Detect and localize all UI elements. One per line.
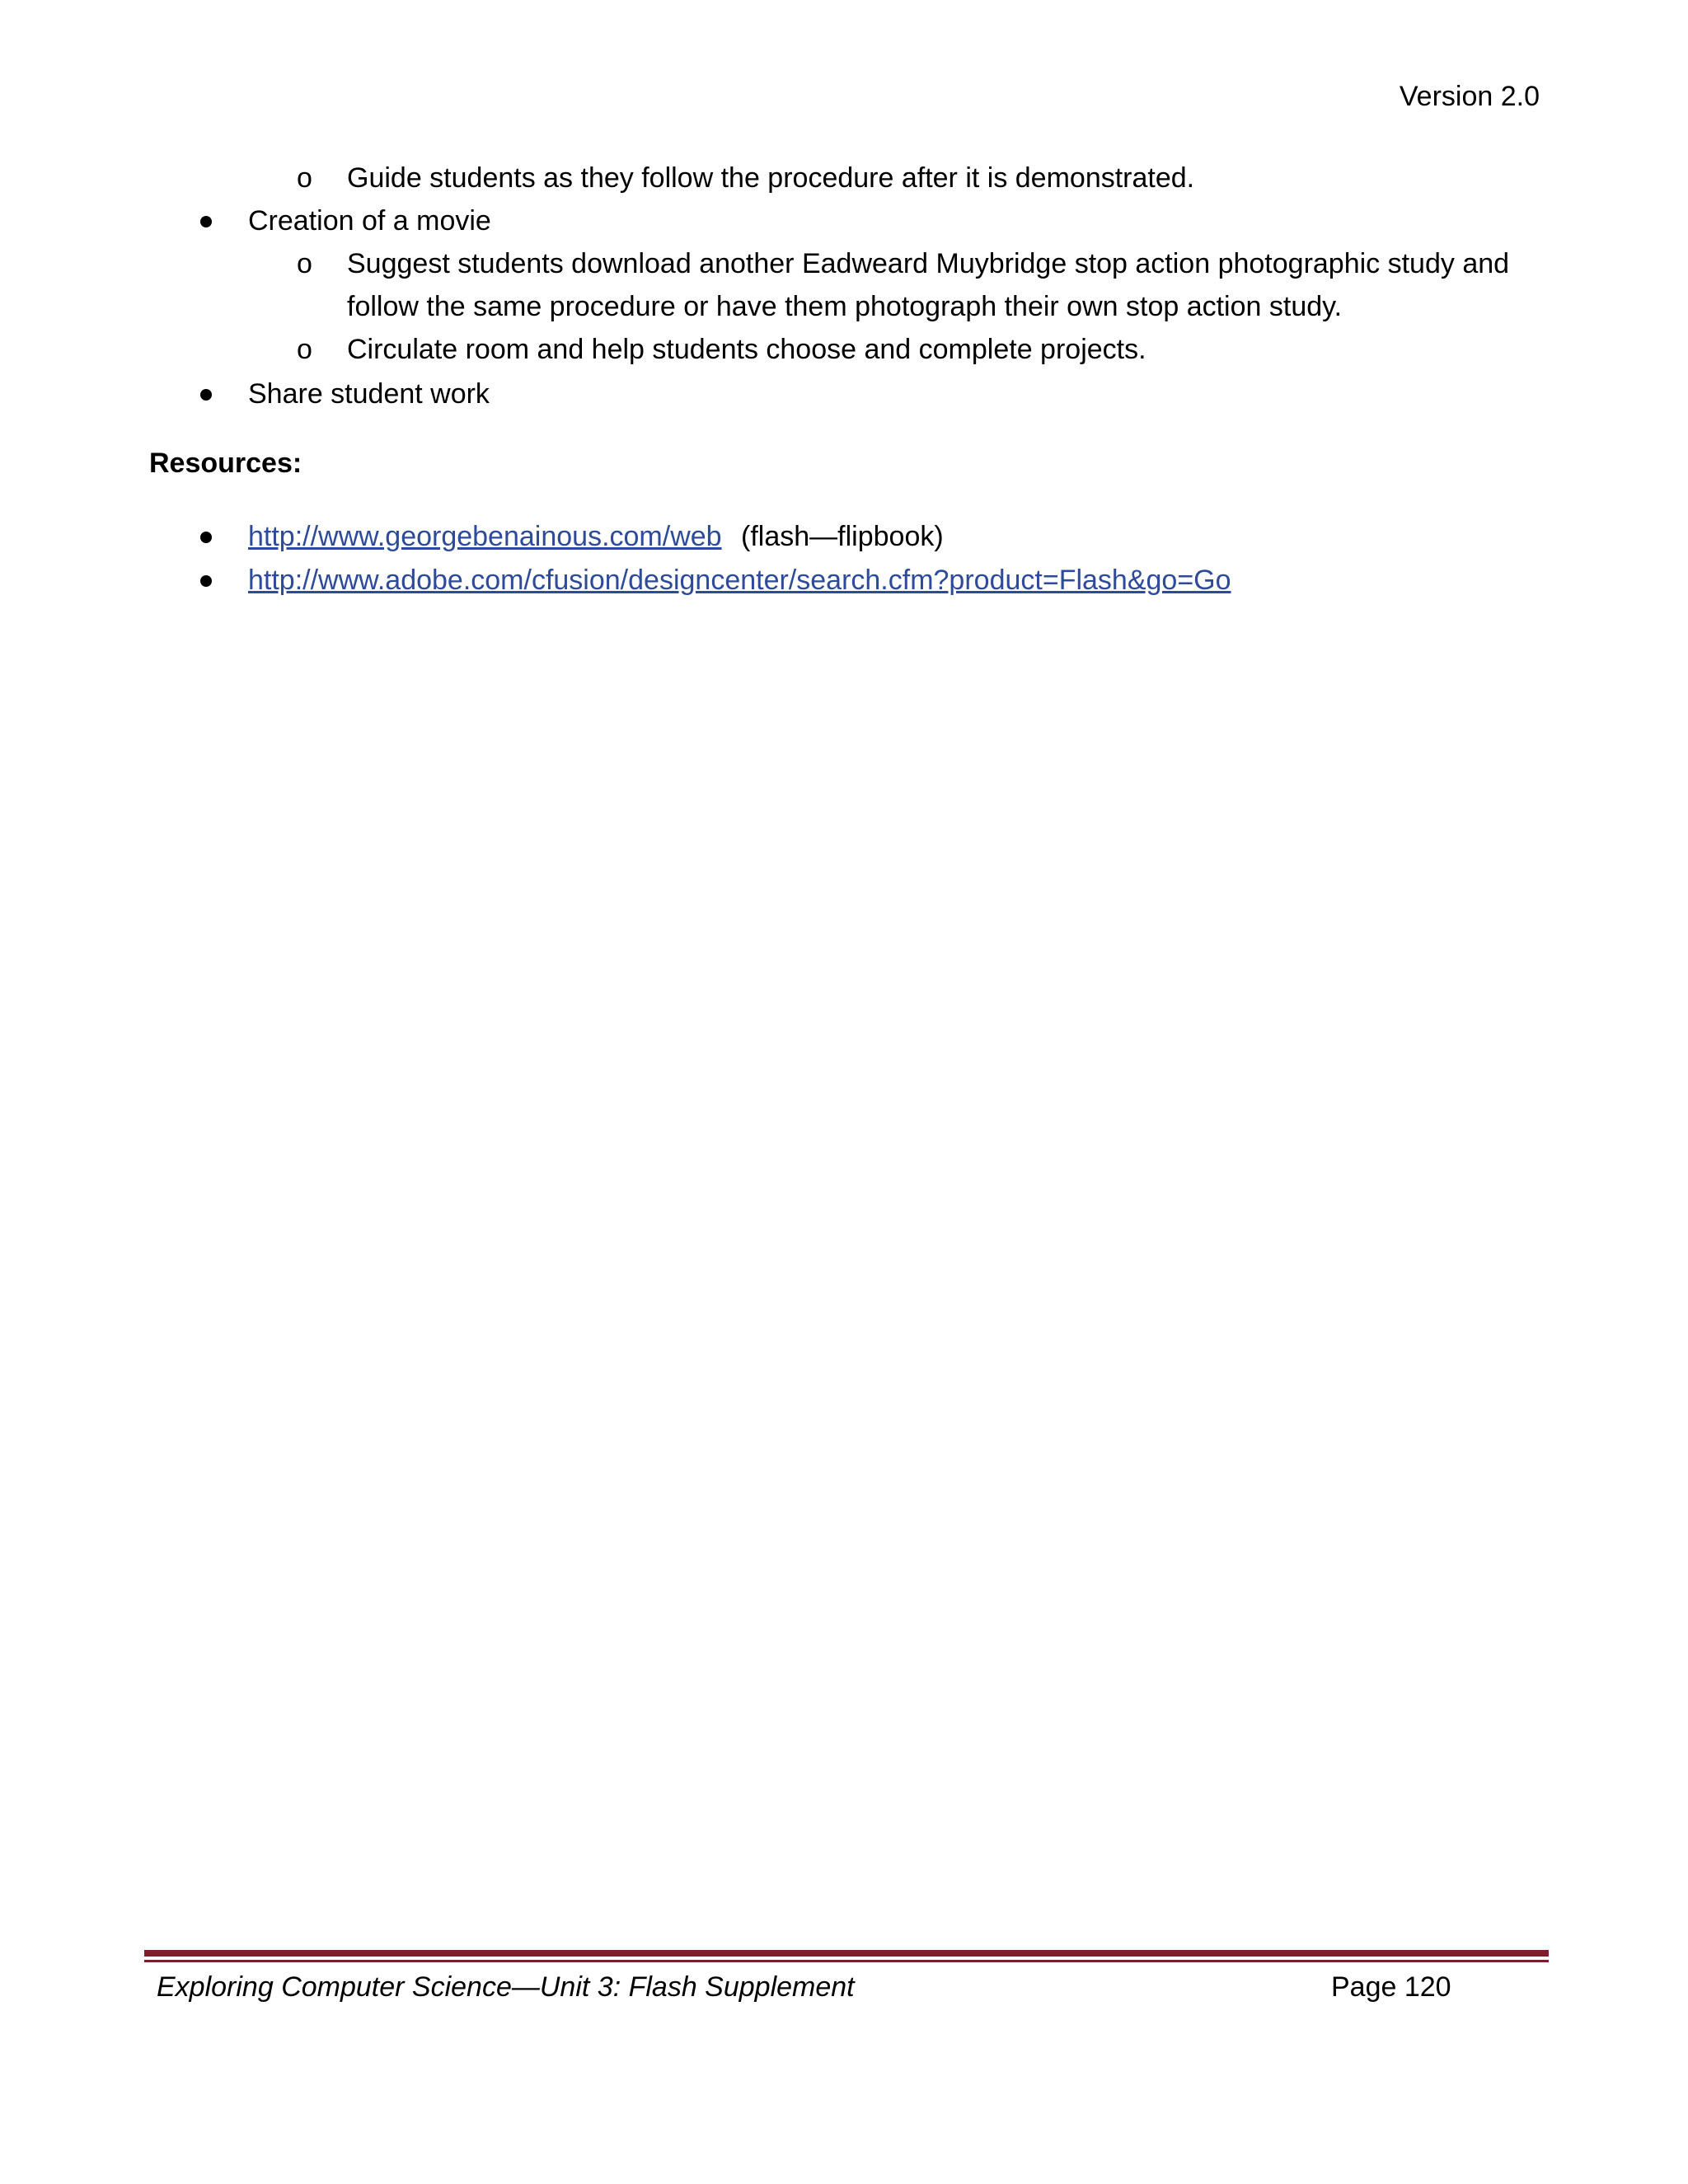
open-bullet: o — [297, 248, 312, 279]
version-label: Version 2.0 — [1399, 81, 1540, 112]
list-item: Creation of a movie — [248, 205, 491, 237]
list-item: Suggest students download another Eadweard Muybridge stop action photographic study and — [347, 248, 1510, 279]
bullet-dot-icon — [200, 575, 212, 587]
page-number: Page 120 — [1331, 1971, 1451, 2003]
resource-item — [248, 564, 1231, 597]
bullet-dot-icon — [200, 216, 212, 227]
resources-heading: Resources: — [149, 448, 302, 479]
bullet-dot-icon — [200, 389, 212, 401]
resource-link[interactable]: http://www.adobe.com/cfusion/designcenter/search.cfm?product=Flash&go=Go — [248, 565, 1231, 596]
open-bullet: o — [297, 334, 312, 365]
list-item: Guide students as they follow the procedure after it is demonstrated. — [347, 162, 1195, 194]
list-item-continuation: follow the same procedure or have them photograph their own stop action study. — [347, 291, 1343, 322]
footer-divider — [144, 1950, 1549, 1957]
open-bullet: o — [297, 162, 312, 194]
footer-title: Exploring Computer Science—Unit 3: Flash Supplement — [157, 1971, 855, 2003]
list-item: Circulate room and help students choose and complete projects. — [347, 334, 1146, 365]
resource-note: (flash—flipbook) — [741, 521, 944, 552]
bullet-dot-icon — [200, 532, 212, 543]
list-item: Share student work — [248, 378, 490, 410]
resource-link[interactable]: http://www.georgebenainous.com/web — [248, 521, 722, 552]
resource-item — [248, 520, 944, 553]
footer-divider-thin — [144, 1960, 1549, 1962]
